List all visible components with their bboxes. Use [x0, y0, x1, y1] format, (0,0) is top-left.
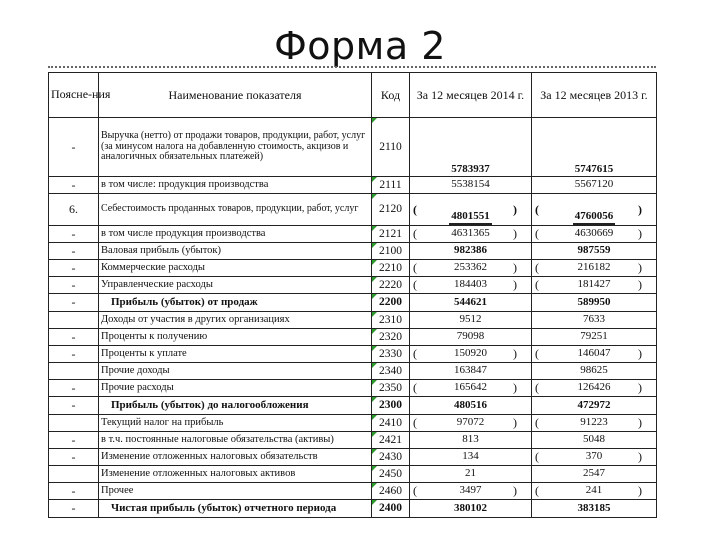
table-row [49, 177, 657, 194]
row-code: 2200 [372, 294, 410, 312]
paren-close: ) [513, 202, 517, 217]
value-current: 163847 [454, 364, 487, 377]
row-code: 2310 [372, 312, 410, 329]
paren-open: ( [535, 277, 539, 292]
value-previous: 181427 [577, 278, 611, 291]
row-expl: - [49, 177, 99, 194]
paren-close: ) [513, 277, 517, 292]
row-expl: - [49, 483, 99, 500]
row-code: 2120 [372, 194, 410, 226]
row-name-text: Прибыль (убыток) до налогообложения [111, 398, 309, 411]
row-previous [532, 466, 657, 483]
row-name: в том числе: продукция производства [99, 177, 372, 194]
row-previous [532, 194, 657, 226]
paren-close: ) [638, 346, 642, 361]
row-expl: - [49, 277, 99, 294]
row-current [410, 346, 532, 363]
value-current: 544621 [454, 295, 487, 308]
paren-close: ) [638, 226, 642, 241]
value-previous: 79251 [580, 330, 608, 343]
row-current [410, 466, 532, 483]
paren-close: ) [638, 483, 642, 498]
value-current: 5783937 [451, 163, 490, 176]
paren-close: ) [638, 202, 642, 217]
table-row [49, 483, 657, 500]
row-name: Прочее [99, 483, 372, 500]
header-previous-period: За 12 месяцев 2013 г. [532, 73, 657, 118]
row-name: Себестоимость проданных товаров, продукции, работ, услуг [99, 194, 372, 226]
paren-close: ) [513, 226, 517, 241]
row-previous [532, 380, 657, 397]
row-current [410, 243, 532, 260]
row-previous [532, 118, 657, 177]
row-name: Управленческие расходы [99, 277, 372, 294]
row-expl [49, 466, 99, 483]
row-current [410, 483, 532, 500]
row-current [410, 294, 532, 312]
table-row [49, 118, 657, 177]
value-current: 184403 [454, 278, 487, 291]
row-name: Валовая прибыль (убыток) [99, 243, 372, 260]
table-row [49, 260, 657, 277]
row-expl [49, 312, 99, 329]
row-expl: - [49, 449, 99, 466]
row-name: в т.ч. постоянные налоговые обязательства (активы) [99, 432, 372, 449]
row-code: 2460 [372, 483, 410, 500]
value-current: 380102 [454, 501, 487, 514]
table-row [49, 226, 657, 243]
header-name: Наименование показателя [99, 73, 372, 118]
paren-close: ) [638, 449, 642, 464]
value-previous: 383185 [577, 501, 611, 514]
row-previous [532, 277, 657, 294]
row-expl: - [49, 329, 99, 346]
paren-close: ) [513, 260, 517, 275]
table-row [49, 415, 657, 432]
header-code: Код [372, 73, 410, 118]
value-previous: 216182 [577, 261, 611, 274]
paren-close: ) [513, 346, 517, 361]
table-row [49, 363, 657, 380]
row-previous [532, 363, 657, 380]
value-current: 165642 [454, 381, 487, 394]
row-previous [532, 346, 657, 363]
row-code: 2340 [372, 363, 410, 380]
row-code: 2421 [372, 432, 410, 449]
slide-title: Форма 2 [274, 24, 446, 68]
value-current: 4631365 [451, 227, 490, 240]
value-previous: 2547 [583, 467, 605, 480]
row-previous [532, 260, 657, 277]
row-current [410, 177, 532, 194]
row-current [410, 277, 532, 294]
paren-close: ) [638, 277, 642, 292]
row-name: Текущий налог на прибыль [99, 415, 372, 432]
table-row [49, 329, 657, 346]
paren-open: ( [535, 415, 539, 430]
paren-close: ) [638, 260, 642, 275]
row-current [410, 380, 532, 397]
paren-open: ( [413, 260, 417, 275]
financial-results-table [48, 72, 657, 518]
row-code: 2320 [372, 329, 410, 346]
row-code: 2410 [372, 415, 410, 432]
row-current [410, 118, 532, 177]
row-previous [532, 329, 657, 346]
row-name: Изменение отложенных налоговых обязательств [99, 449, 372, 466]
table-row [49, 312, 657, 329]
paren-open: ( [413, 202, 417, 217]
row-code: 2210 [372, 260, 410, 277]
row-current [410, 226, 532, 243]
paren-open: ( [535, 380, 539, 395]
value-previous: 146047 [577, 347, 611, 360]
row-expl: - [49, 243, 99, 260]
value-current: 813 [462, 433, 479, 446]
row-current [410, 260, 532, 277]
row-current [410, 312, 532, 329]
value-current: 150920 [454, 347, 487, 360]
paren-open: ( [413, 483, 417, 498]
paren-open: ( [413, 380, 417, 395]
value-current: 480516 [454, 398, 487, 411]
paren-open: ( [535, 226, 539, 241]
paren-open: ( [413, 277, 417, 292]
value-previous: 241 [585, 484, 603, 497]
paren-open: ( [413, 415, 417, 430]
row-previous [532, 397, 657, 415]
row-expl: - [49, 346, 99, 363]
row-code: 2450 [372, 466, 410, 483]
row-expl: - [49, 397, 99, 415]
row-name [99, 500, 372, 518]
value-previous: 4760056 [573, 211, 616, 225]
row-previous [532, 483, 657, 500]
paren-open: ( [413, 346, 417, 361]
row-previous [532, 312, 657, 329]
row-name-text: Чистая прибыль (убыток) отчетного периода [111, 501, 337, 514]
value-previous: 589950 [577, 295, 611, 308]
table-row [49, 194, 657, 226]
row-name [99, 397, 372, 415]
header-explanations: Поясне-ния [49, 73, 99, 118]
paren-open: ( [535, 449, 539, 464]
header-current-period: За 12 месяцев 2014 г. [410, 73, 532, 118]
paren-close: ) [638, 380, 642, 395]
row-expl: - [49, 294, 99, 312]
value-current: 4801551 [449, 211, 492, 225]
value-current: 21 [465, 467, 476, 480]
row-previous [532, 243, 657, 260]
table-row [49, 243, 657, 260]
table-row [49, 432, 657, 449]
row-name: Прочие доходы [99, 363, 372, 380]
value-previous: 5567120 [574, 178, 614, 191]
row-name: Прочие расходы [99, 380, 372, 397]
row-name: Коммерческие расходы [99, 260, 372, 277]
row-current [410, 363, 532, 380]
value-current: 3497 [459, 484, 482, 497]
table-header-row [49, 73, 657, 118]
row-name [99, 294, 372, 312]
table-row [49, 397, 657, 415]
table-row [49, 449, 657, 466]
paren-open: ( [535, 483, 539, 498]
paren-open: ( [413, 226, 417, 241]
paren-close: ) [513, 380, 517, 395]
value-current: 134 [462, 450, 479, 463]
table-row [49, 380, 657, 397]
row-previous [532, 449, 657, 466]
value-previous: 5048 [583, 433, 605, 446]
value-current: 97072 [456, 416, 485, 429]
row-current [410, 500, 532, 518]
row-code: 2121 [372, 226, 410, 243]
row-expl: - [49, 226, 99, 243]
value-previous: 4630669 [574, 227, 614, 240]
value-current: 9512 [459, 313, 482, 326]
paren-open: ( [535, 260, 539, 275]
value-current: 5538154 [451, 178, 490, 191]
row-expl [49, 363, 99, 380]
row-name-text: Прибыль (убыток) от продаж [111, 295, 258, 308]
table-row [49, 466, 657, 483]
row-name: Доходы от участия в других организациях [99, 312, 372, 329]
value-previous: 91223 [580, 416, 608, 429]
row-previous [532, 226, 657, 243]
value-previous: 370 [585, 450, 603, 463]
row-expl: - [49, 260, 99, 277]
row-current [410, 397, 532, 415]
row-previous [532, 432, 657, 449]
sheet-border [48, 66, 656, 68]
row-expl: - [49, 500, 99, 518]
row-current [410, 449, 532, 466]
paren-open: ( [535, 346, 539, 361]
value-current: 982386 [454, 244, 487, 257]
row-current [410, 194, 532, 226]
row-expl: - [49, 380, 99, 397]
value-previous: 987559 [577, 244, 611, 257]
row-current [410, 432, 532, 449]
value-previous: 126426 [577, 381, 611, 394]
row-name: Проценты к уплате [99, 346, 372, 363]
row-code: 2430 [372, 449, 410, 466]
table-row [49, 346, 657, 363]
value-current: 79098 [456, 330, 485, 343]
paren-close: ) [638, 415, 642, 430]
row-code: 2100 [372, 243, 410, 260]
row-current [410, 415, 532, 432]
row-name: Изменение отложенных налоговых активов [99, 466, 372, 483]
paren-close: ) [513, 415, 517, 430]
row-code: 2300 [372, 397, 410, 415]
table-row [49, 277, 657, 294]
row-previous [532, 177, 657, 194]
row-name: Проценты к получению [99, 329, 372, 346]
row-current [410, 329, 532, 346]
report-sheet [48, 66, 656, 526]
value-current: 253362 [454, 261, 487, 274]
value-previous: 5747615 [574, 163, 614, 176]
row-code: 2220 [372, 277, 410, 294]
row-expl: - [49, 432, 99, 449]
value-previous: 472972 [577, 398, 611, 411]
row-previous [532, 294, 657, 312]
row-code: 2350 [372, 380, 410, 397]
row-code: 2400 [372, 500, 410, 518]
row-name: в том числе продукция производства [99, 226, 372, 243]
table-row [49, 500, 657, 518]
value-previous: 7633 [583, 313, 605, 326]
row-name: Выручка (нетто) от продажи товаров, продукции, работ, услуг (за минусом налога на добавленную стоимость, акцизов и аналогичных обязательных платежей) [99, 118, 372, 177]
row-previous [532, 500, 657, 518]
table-row [49, 294, 657, 312]
value-previous: 98625 [580, 364, 608, 377]
row-code: 2330 [372, 346, 410, 363]
row-expl: 6. [49, 194, 99, 226]
paren-open: ( [535, 202, 539, 217]
row-previous [532, 415, 657, 432]
paren-close: ) [513, 483, 517, 498]
row-expl: - [49, 118, 99, 177]
row-expl [49, 415, 99, 432]
row-code: 2110 [372, 118, 410, 177]
row-code: 2111 [372, 177, 410, 194]
